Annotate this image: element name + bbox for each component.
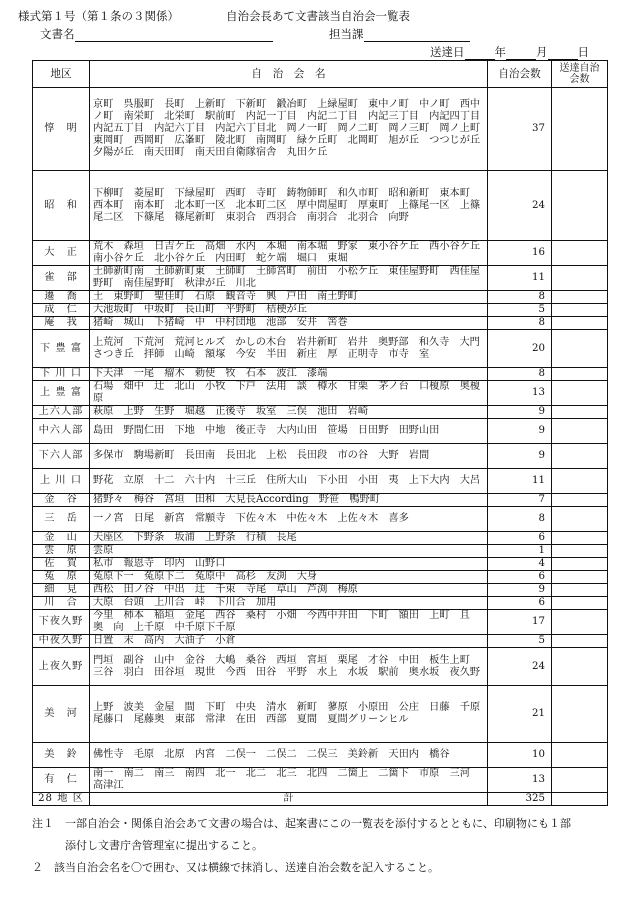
association-count-cell: 11: [488, 266, 552, 291]
table-row: [33, 545, 608, 558]
association-names-cell: 今里 柿本 稲垣 金尾 西谷 桑村 小畑 今西中井田 下町 額田 上町 且 奥 向 上千原 中千原下千原: [90, 610, 488, 635]
association-names-cell: 猪崎 城山 下猪崎 中 中村団地 池部 安井 筈巻: [90, 317, 488, 330]
area-cell: 菟 原: [33, 571, 90, 584]
table-row: [33, 635, 608, 648]
doc-name-field[interactable]: [75, 29, 273, 42]
day-label: 日: [577, 45, 589, 59]
month-label: 月: [536, 45, 548, 59]
association-names-cell: 大池坂町 中坂町 長山町 平野町 桔梗が丘: [90, 304, 488, 317]
area-cell: 上 川 口: [33, 469, 90, 494]
col-count: 自治会数: [488, 61, 552, 88]
area-cell: 美 河: [33, 686, 90, 743]
form-label: 様式第１号（第１条の３関係）: [18, 9, 179, 23]
area-cell: 下 川 口: [33, 368, 90, 381]
notes: [32, 813, 607, 879]
received-count-cell[interactable]: [552, 532, 608, 545]
total-received-cell[interactable]: [552, 793, 608, 806]
association-names-cell: 京町 呉服町 長町 上新町 下新町 鍛冶町 上緑屋町 東中ノ町 中ノ町 西中ノ町 南栄町 北栄町 駅前町 内記一丁目 内記二丁目 内記三丁目 内記四丁目 内記五丁目 内記六丁目 内記六丁目北 岡ノ一町 岡ノ二町 岡ノ三町 岡ノ上町 東岡町 西岡町 広峯町 陵北町 南岡町 緑ケ丘町 北岡町 旭が丘 つつじが丘 夕陽が丘 南天田町 南天田自衛隊宿舎 丸田ケ丘: [90, 88, 488, 171]
document-title: 自治会長あて文書該当自治会一覧表: [226, 9, 410, 23]
association-names-cell: 日置 末 高内 大油子 小倉: [90, 635, 488, 648]
association-names-cell: 土 東野町 聖佳町 石原 観音寺 興 戸田 南土野町: [90, 291, 488, 304]
association-count-cell: 16: [488, 241, 552, 266]
table-row: [33, 610, 608, 635]
association-names-cell: 土師新町南 土師新町東 土師町 土師宮町 前田 小松ケ丘 東佳屋野町 西佳屋野町 南佳屋野町 秋津が丘 川北: [90, 266, 488, 291]
association-count-cell: 20: [488, 330, 552, 368]
association-count-cell: 6: [488, 571, 552, 584]
area-cell: 細 見: [33, 584, 90, 597]
received-count-cell[interactable]: [552, 635, 608, 648]
received-count-cell[interactable]: [552, 743, 608, 768]
area-cell: 雲 原: [33, 545, 90, 558]
association-count-cell: 9: [488, 406, 552, 419]
area-cell: 佐 賀: [33, 558, 90, 571]
total-area: 28 地 区: [33, 793, 90, 806]
association-count-cell: 6: [488, 597, 552, 610]
table-row: [33, 444, 608, 469]
association-count-cell: 24: [488, 171, 552, 241]
year-field[interactable]: [465, 47, 495, 60]
received-count-cell[interactable]: [552, 291, 608, 304]
received-count-cell[interactable]: [552, 419, 608, 444]
received-count-cell[interactable]: [552, 571, 608, 584]
received-count-cell[interactable]: [552, 304, 608, 317]
association-names-cell: 上野 波美 金屋 間 下町 中央 清水 新町 蓼原 小原田 公庄 日藤 千原 尾藤口 尾藤奥 東部 常津 在田 西部 夏間 夏間グリーンヒル: [90, 686, 488, 743]
received-count-cell[interactable]: [552, 584, 608, 597]
association-count-cell: 8: [488, 291, 552, 304]
area-cell: 中六人部: [33, 419, 90, 444]
association-names-cell: 雲原: [90, 545, 488, 558]
received-count-cell[interactable]: [552, 545, 608, 558]
association-names-cell: 私市 報恩寺 印内 山野口: [90, 558, 488, 571]
table-row: [33, 88, 608, 171]
doc-name-label: 文書名: [40, 27, 75, 41]
doc-name-row: [40, 26, 273, 42]
form-header: [18, 8, 410, 24]
association-count-cell: 5: [488, 635, 552, 648]
received-count-cell[interactable]: [552, 171, 608, 241]
association-names-cell: 一ノ宮 日尾 新宮 常願寺 下佐々木 中佐々木 上佐々木 喜多: [90, 507, 488, 532]
association-names-cell: 西松 田ノ谷 中出 辻 千束 寺尾 草山 芦渕 梅原: [90, 584, 488, 597]
total-count: 325: [488, 793, 552, 806]
day-field[interactable]: [548, 47, 578, 60]
table-row: [33, 469, 608, 494]
received-count-cell[interactable]: [552, 610, 608, 635]
association-count-cell: 8: [488, 317, 552, 330]
area-cell: 中夜久野: [33, 635, 90, 648]
area-cell: 三 岳: [33, 507, 90, 532]
note-1-line-1: 注１ 一部自治会・関係自治会あて文書の場合は、起案書にこの一覧表を添付するとともに、印刷物にも１部: [32, 817, 571, 830]
area-cell: 美 鈴: [33, 743, 90, 768]
association-names-cell: 下天津 一尾 瘤木 勅使 牧 石本 波江 漆端: [90, 368, 488, 381]
association-count-cell: 6: [488, 532, 552, 545]
total-row: [33, 793, 608, 806]
association-count-cell: 37: [488, 88, 552, 171]
received-count-cell[interactable]: [552, 368, 608, 381]
table-row: [33, 317, 608, 330]
received-count-cell[interactable]: [552, 241, 608, 266]
area-cell: 金 谷: [33, 494, 90, 507]
table-row: [33, 241, 608, 266]
area-cell: 下夜久野: [33, 610, 90, 635]
association-names-cell: 猪野々 梅谷 宮垣 田和 大見長According 野笹 鴨野町: [90, 494, 488, 507]
association-names-cell: 南一 南二 南三 南四 北一 北二 北三 北四 二箇上 二箇下 市原 三河 高津江: [90, 768, 488, 793]
area-cell: 雀 部: [33, 266, 90, 291]
received-count-cell[interactable]: [552, 768, 608, 793]
table-row: [33, 381, 608, 406]
association-count-cell: 9: [488, 584, 552, 597]
area-cell: 惇 明: [33, 88, 90, 171]
received-count-cell[interactable]: [552, 469, 608, 494]
area-cell: 成 仁: [33, 304, 90, 317]
association-names-cell: 野花 立原 十二 六十内 十三丘 住所大山 下小田 小田 夷 上下大内 大呂: [90, 469, 488, 494]
table-row: [33, 507, 608, 532]
table-row: [33, 571, 608, 584]
table-row: [33, 768, 608, 793]
association-names-cell: 菟原下一 菟原下二 菟原中 高杉 友渕 大身: [90, 571, 488, 584]
association-names-cell: 萩原 上野 生野 堀越 正後寺 坂室 三俣 池田 岩崎: [90, 406, 488, 419]
received-count-cell[interactable]: [552, 406, 608, 419]
table-row: [33, 368, 608, 381]
received-count-cell[interactable]: [552, 88, 608, 171]
association-names-cell: 下柳町 菱屋町 下緑屋町 西町 寺町 鋳物師町 和久市町 昭和新町 東本町 西本町 南本町 北本町一区 北本町二区 厚中問屋町 厚東町 上篠尾一区 上篠尾二区 下篠尾 篠尾新町 東羽合 西羽合 南羽合 北羽合 向野: [90, 171, 488, 241]
association-count-cell: 9: [488, 419, 552, 444]
association-count-cell: 10: [488, 743, 552, 768]
send-date-row: [430, 44, 589, 60]
association-count-cell: 24: [488, 648, 552, 686]
dept-row: [329, 26, 470, 42]
col-received: 送達自治会数: [552, 61, 608, 88]
association-names-cell: 佛性寺 毛原 北原 内宮 二俣一 二俣二 二俣三 美鈴新 天田内 橋谷: [90, 743, 488, 768]
received-count-cell[interactable]: [552, 597, 608, 610]
association-names-cell: 門垣 副谷 山中 金谷 大嶋 桑谷 西垣 宮垣 栗尾 才谷 中田 板生上町 三谷 羽白 田谷垣 現世 今西 田谷 平野 水上 水坂 駅前 奥水坂 夜久野: [90, 648, 488, 686]
table-row: [33, 648, 608, 686]
received-count-cell[interactable]: [552, 381, 608, 406]
table-row: [33, 304, 608, 317]
area-cell: 川 合: [33, 597, 90, 610]
col-names: 自 治 会 名: [90, 61, 488, 88]
received-count-cell[interactable]: [552, 317, 608, 330]
table-row: [33, 597, 608, 610]
association-table: [32, 60, 608, 806]
association-count-cell: 8: [488, 507, 552, 532]
association-names-cell: 天座区 下野条 坂浦 上野条 行積 長尾: [90, 532, 488, 545]
association-names-cell: 石場 畑中 辻 北山 小牧 下戸 法用 談 樽水 甘栗 茅ノ台 口榎原 奥榎原: [90, 381, 488, 406]
table-header-row: [33, 61, 608, 88]
table-row: [33, 743, 608, 768]
received-count-cell[interactable]: [552, 648, 608, 686]
dept-label: 担当課: [329, 27, 364, 41]
association-count-cell: 21: [488, 686, 552, 743]
area-cell: 上夜久野: [33, 648, 90, 686]
association-count-cell: 11: [488, 469, 552, 494]
table-row: [33, 584, 608, 597]
total-label: 計: [90, 793, 488, 806]
association-names-cell: 大原 台頭 上川合 峠 下川合 加用: [90, 597, 488, 610]
area-cell: 遷 喬: [33, 291, 90, 304]
received-count-cell[interactable]: [552, 444, 608, 469]
received-count-cell[interactable]: [552, 494, 608, 507]
association-count-cell: 13: [488, 381, 552, 406]
note-1-line-2: 添付し文書庁舎管理室に提出すること。: [65, 839, 263, 852]
area-cell: 金 山: [33, 532, 90, 545]
area-cell: 大 正: [33, 241, 90, 266]
association-count-cell: 9: [488, 444, 552, 469]
table-row: [33, 686, 608, 743]
association-count-cell: 7: [488, 494, 552, 507]
table-row: [33, 266, 608, 291]
association-count-cell: 5: [488, 304, 552, 317]
area-cell: 下六人部: [33, 444, 90, 469]
association-names-cell: 多保市 駒場新町 長田南 長田北 上松 長田段 市の谷 大野 岩間: [90, 444, 488, 469]
dept-field[interactable]: [364, 29, 470, 42]
table-row: [33, 558, 608, 571]
table-row: [33, 532, 608, 545]
table-row: [33, 330, 608, 368]
year-label: 年: [494, 45, 506, 59]
send-date-label: 送達日: [430, 45, 465, 59]
area-cell: 昭 和: [33, 171, 90, 241]
received-count-cell[interactable]: [552, 686, 608, 743]
table-row: [33, 171, 608, 241]
association-count-cell: 13: [488, 768, 552, 793]
association-count-cell: 4: [488, 558, 552, 571]
association-names-cell: 荒木 森垣 日吉ケ丘 高畑 水内 本堀 南本堀 野家 東小谷ケ丘 西小谷ケ丘 南小谷ケ丘 北小谷ケ丘 内田町 蛇ケ端 堀口 東堀: [90, 241, 488, 266]
received-count-cell[interactable]: [552, 558, 608, 571]
table-row: [33, 419, 608, 444]
table-row: [33, 406, 608, 419]
association-count-cell: 17: [488, 610, 552, 635]
area-cell: 上 豊 富: [33, 381, 90, 406]
table-row: [33, 291, 608, 304]
area-cell: 上六人部: [33, 406, 90, 419]
area-cell: 庵 我: [33, 317, 90, 330]
association-names-cell: 上荒河 下荒河 荒河ヒルズ かしの木台 岩井新町 岩井 奥野部 和久寺 大門 さつき丘 拝師 山崎 額塚 今安 半田 新庄 厚 正明寺 市寺 室: [90, 330, 488, 368]
association-count-cell: 8: [488, 368, 552, 381]
received-count-cell[interactable]: [552, 507, 608, 532]
area-cell: 下 豊 富: [33, 330, 90, 368]
area-cell: 有 仁: [33, 768, 90, 793]
table-row: [33, 494, 608, 507]
received-count-cell[interactable]: [552, 330, 608, 368]
received-count-cell[interactable]: [552, 266, 608, 291]
month-field[interactable]: [506, 47, 536, 60]
association-names-cell: 島田 野間仁田 下地 中地 後正寺 大内山田 笹場 日田野 田野山田: [90, 419, 488, 444]
note-2: ２ 該当自治会名を〇で囲む、又は横線で抹消し、送達自治会数を記入すること。: [32, 861, 439, 874]
col-area: 地区: [33, 61, 90, 88]
association-count-cell: 1: [488, 545, 552, 558]
